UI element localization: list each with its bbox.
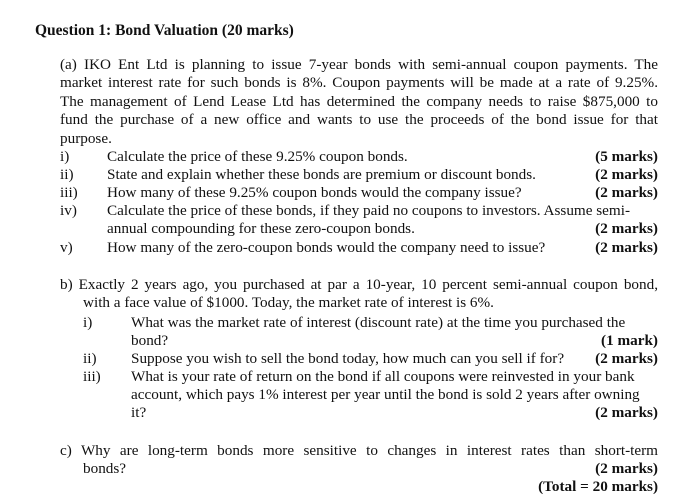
item-number: v) bbox=[60, 239, 73, 256]
part-c-marks: (2 marks) bbox=[595, 460, 658, 477]
item-text: annual compounding for these zero-coupon bonds. bbox=[107, 220, 415, 237]
item-number: iii) bbox=[83, 368, 101, 385]
item-marks: (5 marks) bbox=[595, 148, 658, 165]
item-number: ii) bbox=[83, 350, 97, 367]
part-b-item-1-cont bbox=[83, 332, 658, 350]
part-b-intro-line: with a face value of $1000. Today, the market rate of interest is 6%. bbox=[83, 294, 494, 311]
part-b-item-3-cont2 bbox=[83, 404, 658, 422]
item-number: ii) bbox=[60, 166, 74, 183]
part-a-item-5 bbox=[60, 239, 658, 257]
part-b-item-3 bbox=[83, 368, 658, 386]
item-text: What is your rate of return on the bond if all coupons were reinvested in your bank bbox=[131, 368, 635, 385]
part-c-line: bonds? bbox=[83, 460, 127, 477]
item-marks: (2 marks) bbox=[595, 404, 658, 421]
item-marks: (2 marks) bbox=[595, 239, 658, 256]
part-b-intro bbox=[60, 276, 658, 294]
item-text: Calculate the price of these 9.25% coupon bonds. bbox=[107, 148, 408, 165]
question-title: Question 1: Bond Valuation (20 marks) bbox=[35, 22, 294, 39]
item-text: bond? bbox=[131, 332, 169, 349]
part-a-intro-line: fund the purchase of a new office and wants to use the proceeds of the bond issue for that bbox=[60, 111, 658, 129]
item-number: iii) bbox=[60, 184, 78, 201]
part-a-intro-line: (a) IKO Ent Ltd is planning to issue 7-year bonds with semi-annual coupon payments. The bbox=[60, 56, 658, 73]
part-b-item-2 bbox=[83, 350, 658, 368]
item-marks: (2 marks) bbox=[595, 220, 658, 237]
part-b-intro-cont bbox=[83, 294, 658, 312]
item-text: How many of the zero-coupon bonds would the company need to issue? bbox=[107, 239, 546, 256]
part-a-item-4 bbox=[60, 202, 658, 220]
part-a-intro-line: The management of Lend Lease Ltd has determined the company needs to raise $875,000 to bbox=[60, 92, 658, 110]
part-c-line: c) Why are long-term bonds more sensitive to changes in interest rates than short-term bbox=[60, 442, 658, 459]
item-text: How many of these 9.25% coupon bonds would the company issue? bbox=[107, 184, 522, 201]
part-b-item-1 bbox=[83, 314, 658, 332]
part-b-item-3-cont bbox=[83, 386, 658, 404]
item-number: i) bbox=[83, 314, 93, 331]
part-b-intro-line: b) Exactly 2 years ago, you purchased at par a 10-year, 10 percent semi-annual coupon bond, bbox=[60, 276, 658, 293]
item-text: State and explain whether these bonds are premium or discount bonds. bbox=[107, 166, 536, 183]
part-a-intro bbox=[60, 56, 658, 148]
part-a-intro-line: market interest rate for such bonds is 8%. Coupon payments will be made at a rate of 9.25%. bbox=[60, 74, 658, 92]
item-number: i) bbox=[60, 148, 70, 165]
part-a-intro-line: purpose. bbox=[60, 129, 112, 147]
item-marks: (2 marks) bbox=[595, 350, 658, 367]
item-text: What was the market rate of interest (discount rate) at the time you purchased the bbox=[131, 314, 626, 331]
part-c-question bbox=[60, 442, 658, 460]
item-marks: (2 marks) bbox=[595, 166, 658, 183]
total-marks-row bbox=[83, 478, 658, 496]
item-text: account, which pays 1% interest per year until the bond is sold 2 years after owning bbox=[131, 386, 640, 403]
item-text: Calculate the price of these bonds, if they paid no coupons to investors. Assume semi- bbox=[107, 202, 631, 219]
item-marks: (1 mark) bbox=[601, 332, 658, 349]
item-text: Suppose you wish to sell the bond today, how much can you sell if for? bbox=[131, 350, 565, 367]
part-a-item-3 bbox=[60, 184, 658, 202]
item-number: iv) bbox=[60, 202, 77, 219]
part-c-question-cont bbox=[83, 460, 658, 478]
part-a-item-1 bbox=[60, 148, 658, 166]
part-a-item-4-cont bbox=[60, 220, 658, 238]
total-marks: (Total = 20 marks) bbox=[538, 478, 658, 495]
item-marks: (2 marks) bbox=[595, 184, 658, 201]
item-text: it? bbox=[131, 404, 147, 421]
part-a-item-2 bbox=[60, 166, 658, 184]
